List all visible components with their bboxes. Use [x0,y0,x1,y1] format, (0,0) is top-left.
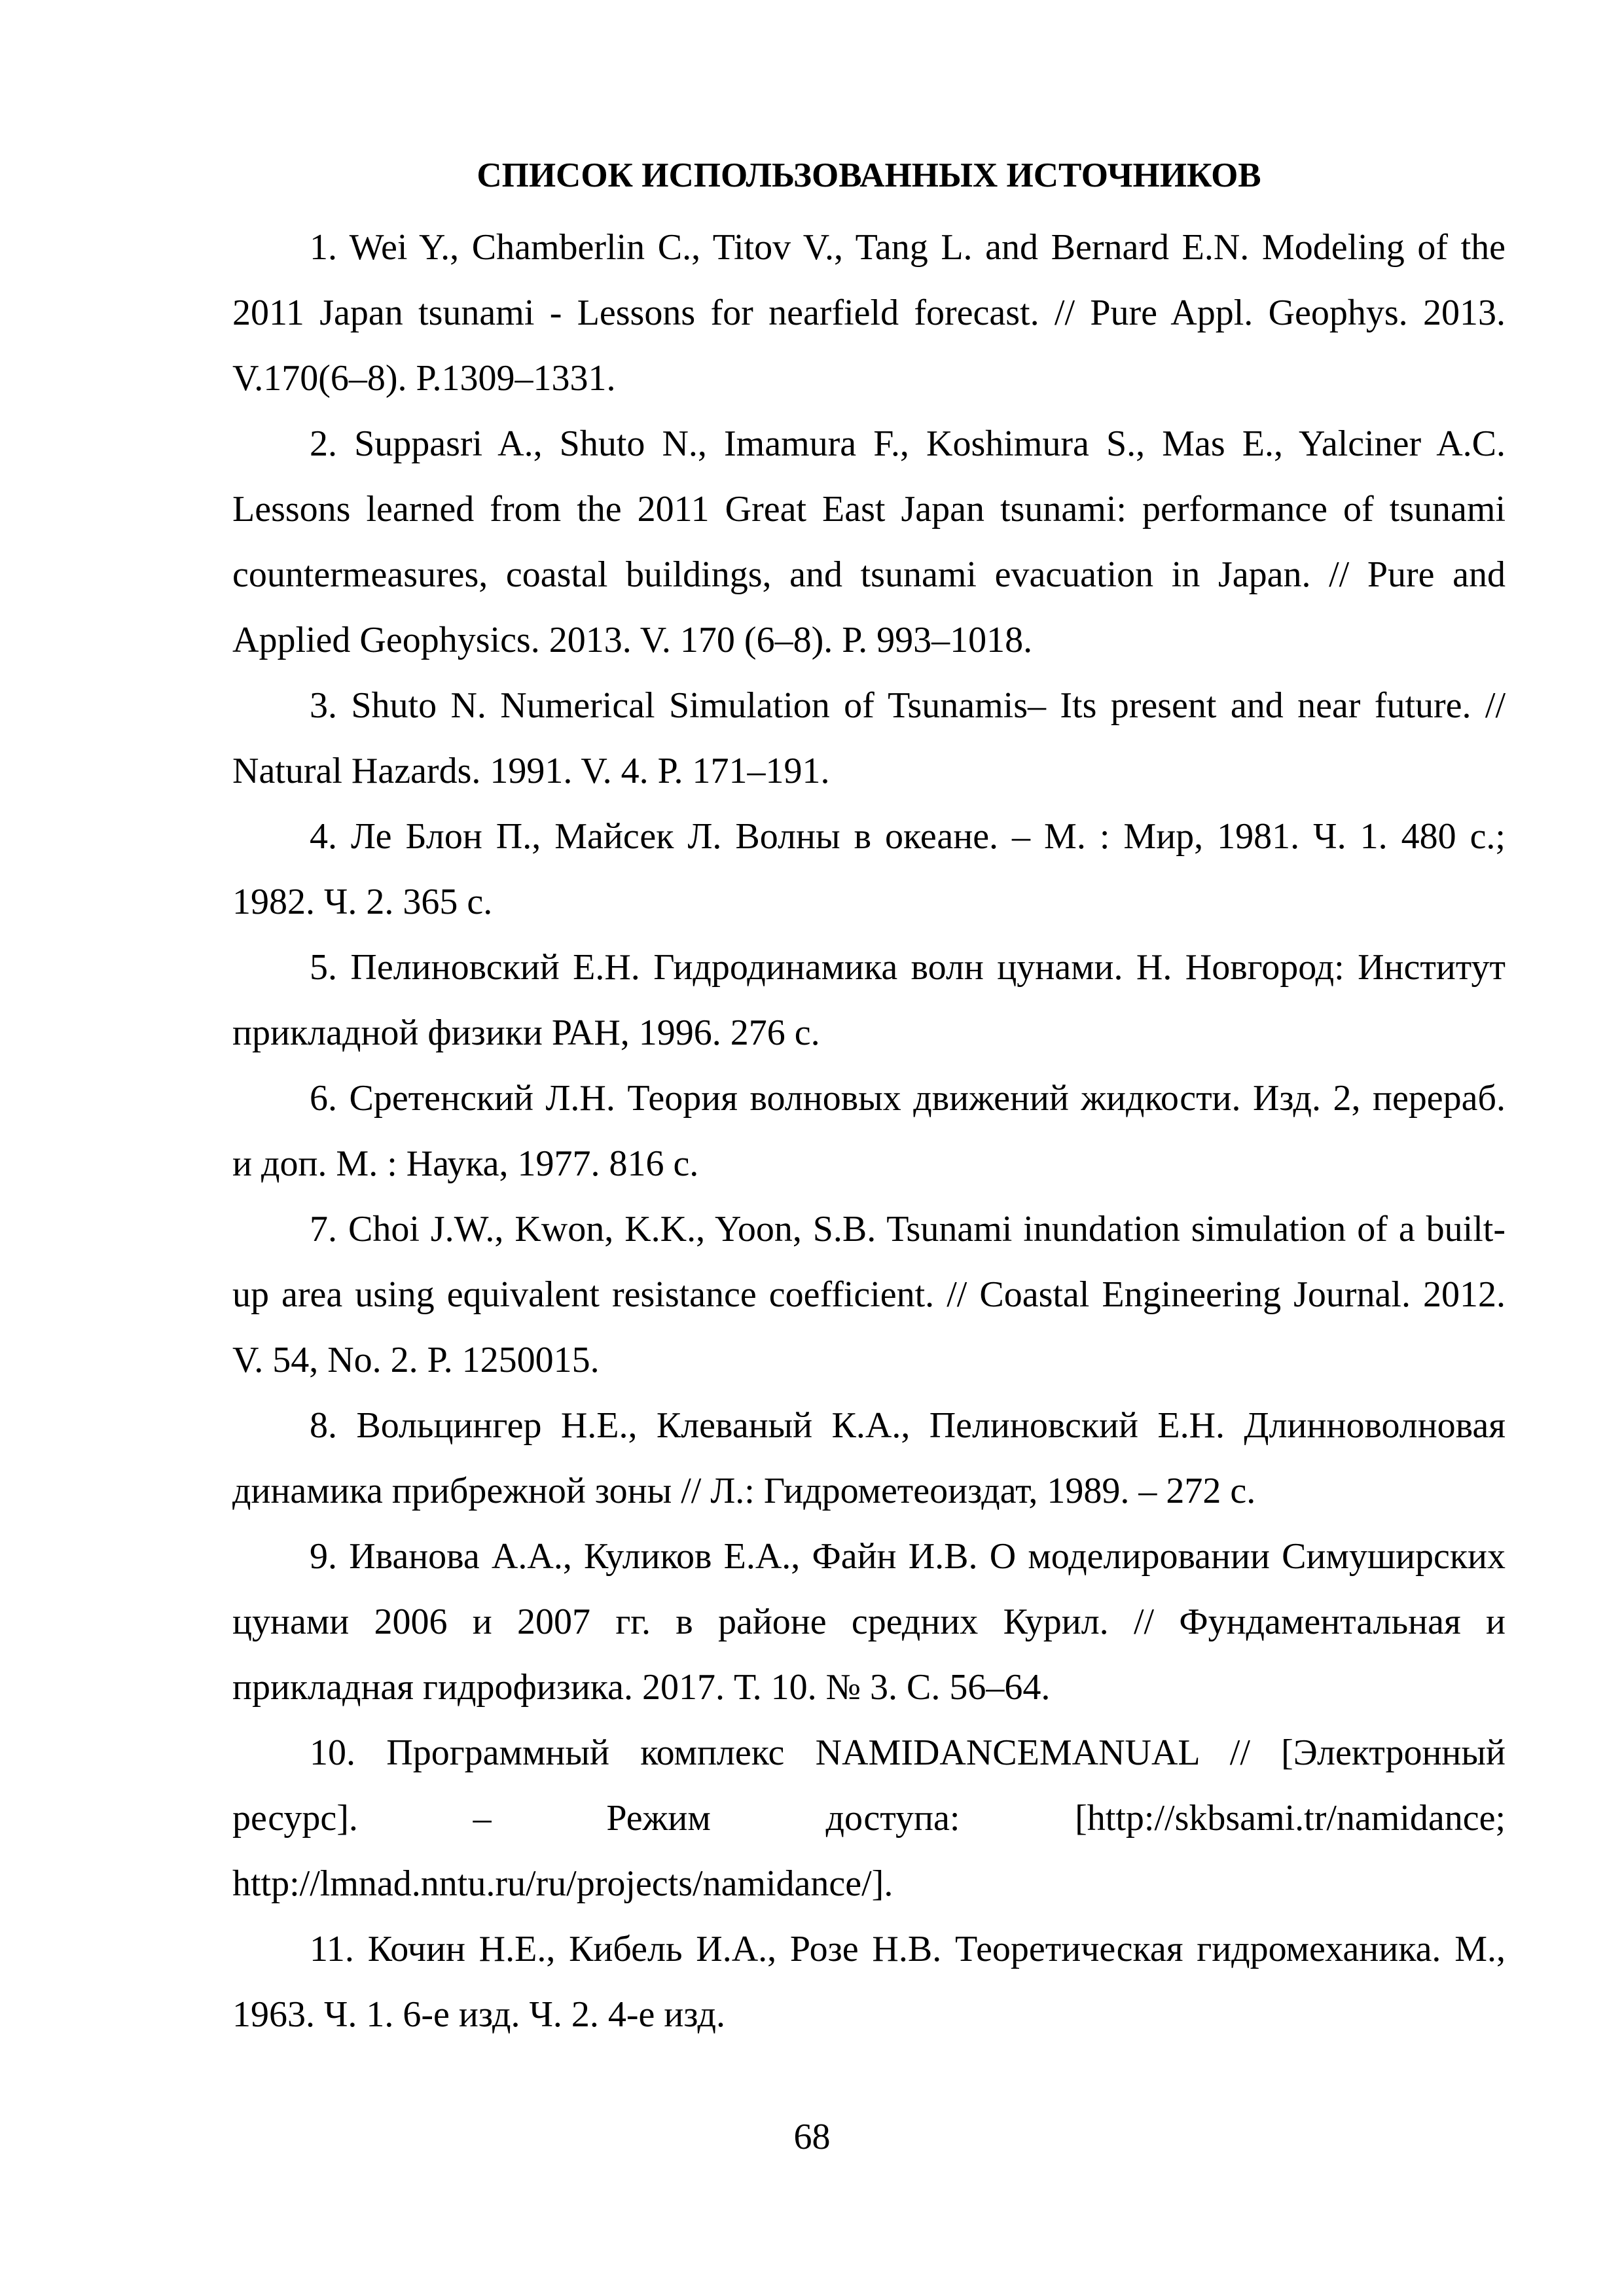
reference-item: 9. Иванова А.А., Куликов Е.А., Файн И.В. О моделировании Симуширских цунами 2006 и 2007 гг. в районе средних Курил. // Фундаментальная и прикладная гидрофизика. 2017. Т. 10. № 3. С. 56–64. [232,1536,1506,1708]
reference-item: 8. Вольцингер Н.Е., Клеваный К.А., Пелиновский Е.Н. Длинноволновая динамика прибрежной зоны // Л.: Гидрометеоиздат, 1989. – 272 с. [232,1405,1506,1511]
reference-item: 7. Choi J.W., Kwon, K.K., Yoon, S.B. Tsunami inundation simulation of a built-up area using equivalent resistance coefficient. // Coastal Engineering Journal. 2012. V. 54, No. 2. P. 1250015. [232,1209,1506,1380]
page-title: СПИСОК ИСПОЛЬЗОВАННЫХ ИСТОЧНИКОВ [477,156,1261,194]
reference-item: 3. Shuto N. Numerical Simulation of Tsunamis– Its present and near future. // Natural Hazards. 1991. V. 4. P. 171–191. [232,685,1506,791]
reference-item: 6. Сретенский Л.Н. Теория волновых движений жидкости. Изд. 2, перераб. и доп. М. : Наука, 1977. 816 с. [232,1078,1506,1184]
reference-list [232,215,1506,2047]
reference-item: 5. Пелиновский Е.Н. Гидродинамика волн цунами. Н. Новгород: Институт прикладной физики РАН, 1996. 276 с. [232,947,1506,1053]
reference-item: 1. Wei Y., Chamberlin C., Titov V., Tang L. and Bernard E.N. Modeling of the 2011 Japan tsunami - Lessons for nearfield forecast. // Pure Appl. Geophys. 2013. V.170(6–8). P.1309–1331. [232,227,1506,399]
reference-item: 4. Ле Блон П., Майсек Л. Волны в океане. – М. : Мир, 1981. Ч. 1. 480 с.; 1982. Ч. 2. 365 с. [232,816,1506,922]
reference-item: 2. Suppasri A., Shuto N., Imamura F., Koshimura S., Mas E., Yalciner A.C. Lessons learned from the 2011 Great East Japan tsunami: performance of tsunami countermeasures, coastal buildings, and tsunami evacuation in Japan. // Pure and Applied Geophysics. 2013. V. 170 (6–8). P. 993–1018. [232,423,1506,660]
page-number: 68 [793,2117,831,2157]
reference-item: 10. Программный комплекс NAMIDANCEMANUAL // [Электронный ресурс]. – Режим доступа: [http://skbsami.tr/namidance; http://lmnad.nntu.ru/ru/projects/namidance/]. [232,1732,1506,1904]
reference-item: 11. Кочин Н.Е., Кибель И.А., Розе Н.В. Теоретическая гидромеханика. М., 1963. Ч. 1. 6-е изд. Ч. 2. 4-е изд. [232,1929,1506,2035]
